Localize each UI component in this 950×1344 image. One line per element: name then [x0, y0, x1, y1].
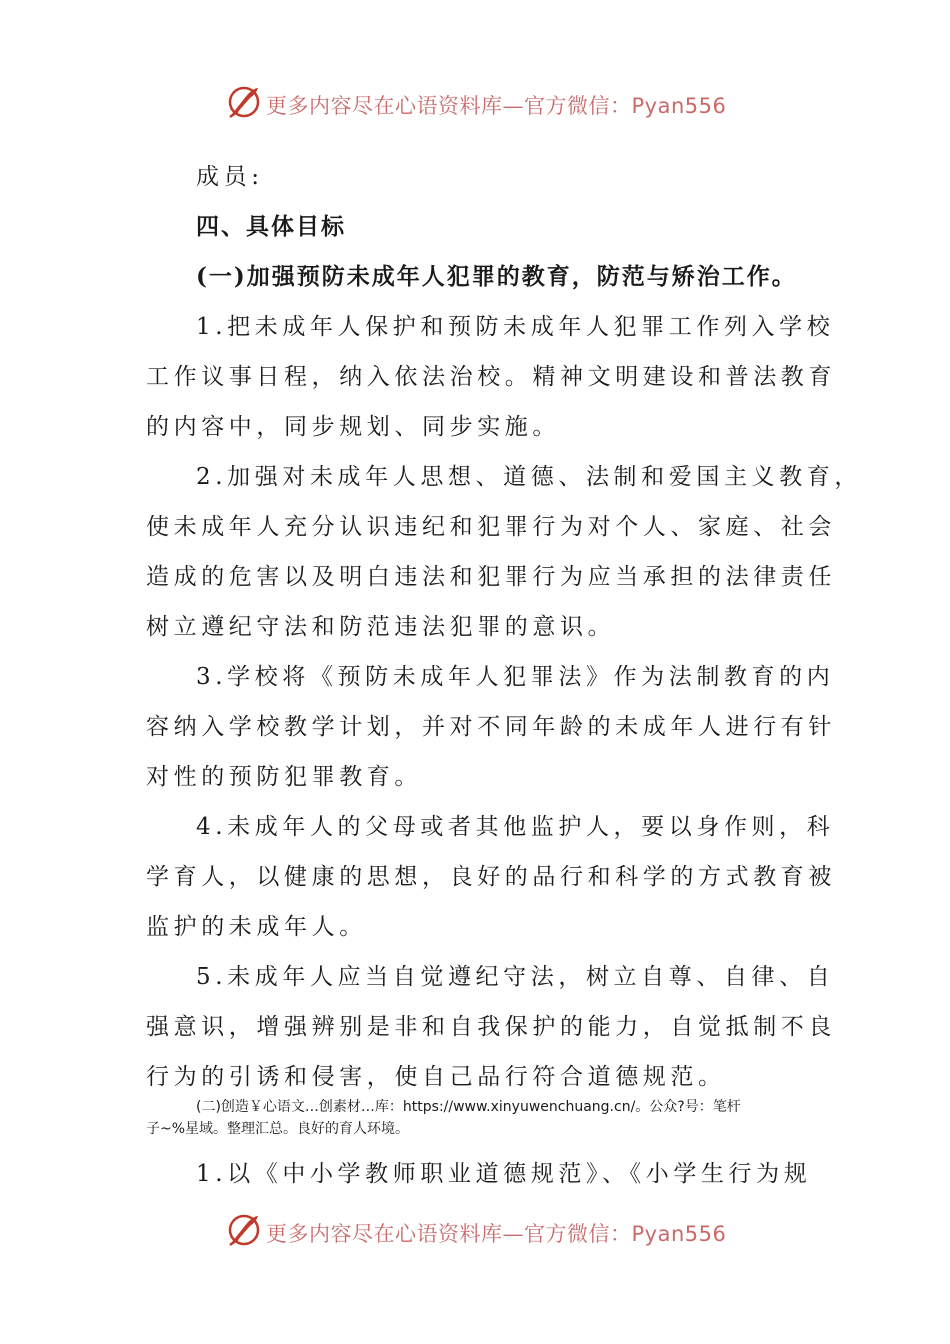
paragraph-line: 工作议事日程，纳入依法治校。精神文明建设和普法教育: [146, 364, 836, 390]
paragraph-line: 2.加强对未成年人思想、道德、法制和爱国主义教育，: [196, 464, 862, 490]
quill-logo-icon: [226, 1212, 262, 1248]
footer-banner: [0, 1208, 950, 1254]
paragraph-line: 5.未成年人应当自觉遵纪守法，树立自尊、自律、自: [196, 964, 835, 990]
paragraph-line: 行为的引诱和侵害，使自己品行符合道德规范。: [146, 1064, 726, 1090]
members-label: 成员:: [196, 164, 264, 190]
subsection-two-line: (二)创造￥心语文…创素材…库：https://www.xinyuwenchuang.cn/。公众?号：笔杆: [196, 1099, 741, 1115]
banner-account: Pyan556: [631, 1222, 727, 1246]
paragraph-line: 对性的预防犯罪教育。: [146, 764, 422, 790]
banner-text: 更多内容尽在心语资料库—官方微信：Pyan556: [266, 1222, 727, 1246]
paragraph-line: 3.学校将《预防未成年人犯罪法》作为法制教育的内: [196, 664, 835, 690]
paragraph-line: 1.以《中小学教师职业道德规范》、《小学生行为规: [196, 1161, 812, 1187]
paragraph-line: 强意识，增强辨别是非和自我保护的能力，自觉抵制不良: [146, 1014, 836, 1040]
section-heading: 四、具体目标: [196, 213, 346, 240]
banner-text: 更多内容尽在心语资料库—官方微信：Pyan556: [266, 94, 727, 118]
quill-logo-icon: [226, 84, 262, 120]
paragraph-line: 监护的未成年人。: [146, 914, 367, 940]
paragraph-line: 1.把未成年人保护和预防未成年人犯罪工作列入学校: [196, 314, 835, 340]
paragraph-line: 4.未成年人的父母或者其他监护人，要以身作则，科: [196, 814, 835, 840]
paragraph-line: 造成的危害以及明白违法和犯罪行为应当承担的法律责任: [146, 564, 836, 590]
paragraph-line: 树立遵纪守法和防范违法犯罪的意识。: [146, 614, 616, 640]
paragraph-line: 的内容中，同步规划、同步实施。: [146, 414, 560, 440]
header-banner: [0, 80, 950, 126]
paragraph-line: 容纳入学校教学计划，并对不同年龄的未成年人进行有针: [146, 714, 836, 740]
paragraph-line: 使未成年人充分认识违纪和犯罪行为对个人、家庭、社会: [146, 514, 836, 540]
subsection-heading: (一)加强预防未成年人犯罪的教育，防范与矫治工作。: [196, 263, 797, 290]
paragraph-line: 学育人，以健康的思想，良好的品行和科学的方式教育被: [146, 864, 836, 890]
subsection-two-line: 子~%星域。整理汇总。良好的育人环境。: [146, 1121, 410, 1137]
banner-account: Pyan556: [631, 94, 727, 118]
